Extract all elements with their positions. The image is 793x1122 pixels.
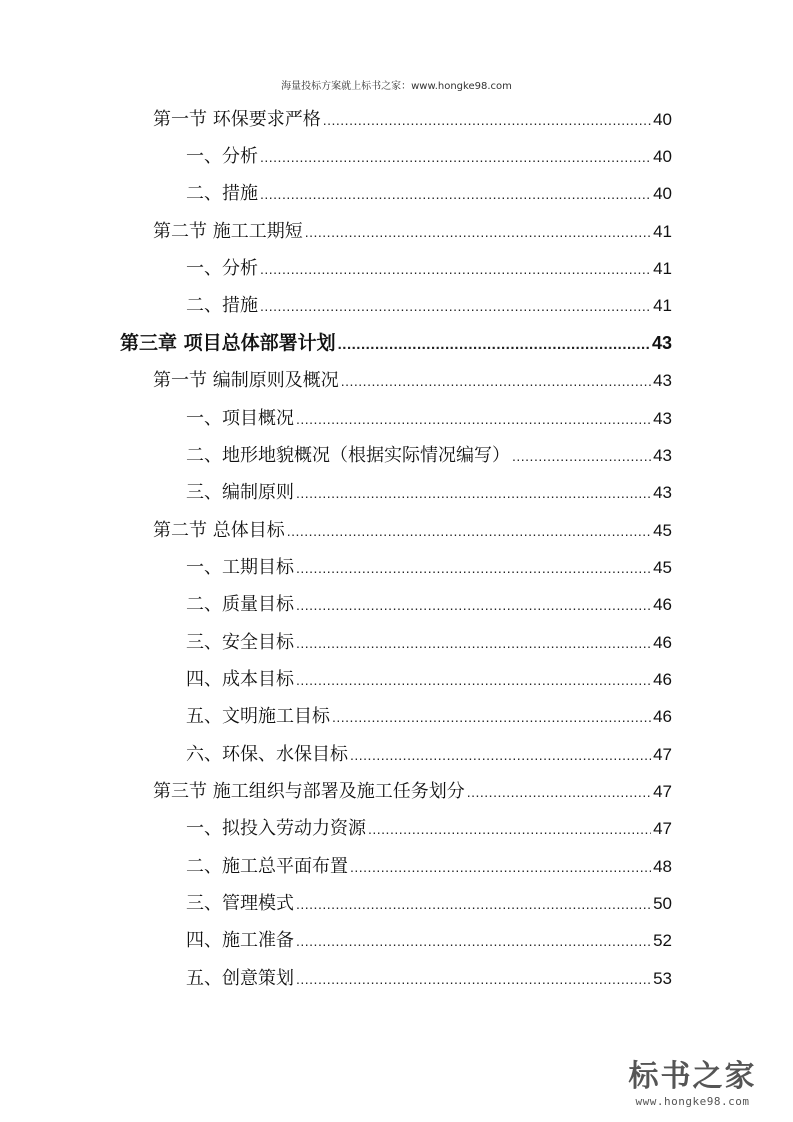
toc-leader-dots — [260, 176, 651, 213]
toc-entry-label: 第一节 环保要求严格 — [153, 109, 321, 130]
toc-leader-dots — [296, 550, 651, 587]
toc-entry[interactable] — [186, 549, 672, 586]
toc-page-number: 43 — [653, 409, 672, 428]
toc-entry-label: 二、质量目标 — [186, 594, 294, 615]
toc-entry[interactable] — [186, 661, 672, 698]
toc-page-number: 48 — [653, 857, 672, 876]
toc-entry-label: 三、安全目标 — [186, 632, 294, 653]
toc-leader-dots — [260, 139, 651, 176]
toc-leader-dots — [296, 587, 651, 624]
toc-page-number: 47 — [653, 745, 672, 764]
toc-page-number: 40 — [653, 147, 672, 166]
toc-entry-label: 五、文明施工目标 — [186, 706, 330, 727]
toc-entry-label: 四、成本目标 — [186, 669, 294, 690]
toc-entry[interactable] — [186, 437, 672, 474]
toc-entry[interactable] — [186, 138, 672, 175]
toc-leader-dots — [296, 475, 651, 512]
toc-entry[interactable] — [186, 250, 672, 287]
toc-entry-label: 一、工期目标 — [186, 557, 294, 578]
toc-page-number: 46 — [653, 707, 672, 726]
toc-entry-label: 三、编制原则 — [186, 482, 294, 503]
toc-entry[interactable] — [153, 362, 672, 399]
toc-entry-label: 二、措施 — [186, 295, 258, 316]
toc-entry[interactable] — [186, 810, 672, 847]
toc-entry[interactable] — [153, 213, 672, 250]
toc-entry[interactable] — [153, 101, 672, 138]
toc-entry[interactable] — [186, 960, 672, 997]
page-header: 海量投标方案就上标书之家：www.hongke98.com — [281, 81, 512, 92]
toc-leader-dots — [338, 326, 650, 363]
toc-leader-dots — [287, 513, 651, 550]
toc-entry[interactable] — [186, 287, 672, 324]
toc-entry-label: 第二节 总体目标 — [153, 520, 285, 541]
toc-leader-dots — [467, 774, 651, 811]
toc-entry-label: 一、分析 — [186, 146, 258, 167]
toc-entry[interactable] — [186, 400, 672, 437]
site-logo — [610, 1059, 775, 1108]
toc-leader-dots — [512, 438, 651, 475]
toc-entry[interactable] — [186, 736, 672, 773]
toc-leader-dots — [296, 401, 651, 438]
toc-entry[interactable] — [186, 885, 672, 922]
toc-leader-dots — [296, 662, 651, 699]
toc-page-number: 43 — [653, 446, 672, 465]
toc-leader-dots — [305, 214, 651, 251]
toc-entry[interactable] — [186, 175, 672, 212]
toc-page-number: 41 — [653, 222, 672, 241]
toc-page-number: 46 — [653, 633, 672, 652]
toc-leader-dots — [368, 811, 651, 848]
toc-chapter-entry[interactable] — [120, 325, 672, 362]
toc-entry-label: 五、创意策划 — [186, 968, 294, 989]
toc-leader-dots — [296, 625, 651, 662]
logo-title: 标书之家 — [628, 1059, 757, 1094]
toc-entry-label: 二、措施 — [186, 183, 258, 204]
toc-entry-label: 一、拟投入劳动力资源 — [186, 818, 366, 839]
toc-entry[interactable] — [153, 512, 672, 549]
toc-page-number: 47 — [653, 782, 672, 801]
toc-entry-label: 二、地形地貌概况（根据实际情况编写） — [186, 445, 510, 466]
toc-entry[interactable] — [186, 624, 672, 661]
toc-entry[interactable] — [153, 773, 672, 810]
toc-page-number: 53 — [653, 969, 672, 988]
toc-page-number: 40 — [653, 110, 672, 129]
toc-entry-label: 三、管理模式 — [186, 893, 294, 914]
toc-entry-label: 六、环保、水保目标 — [186, 744, 348, 765]
toc-leader-dots — [296, 886, 651, 923]
toc-page-number: 43 — [651, 333, 672, 353]
toc-page-number: 43 — [653, 483, 672, 502]
toc-page-number: 43 — [653, 371, 672, 390]
toc-leader-dots — [323, 102, 651, 139]
toc-entry-label: 第一节 编制原则及概况 — [153, 370, 339, 391]
toc-page-number: 45 — [653, 558, 672, 577]
toc-entry-label: 第三章 项目总体部署计划 — [120, 332, 336, 354]
toc-entry-label: 四、施工准备 — [186, 930, 294, 951]
toc-page-number: 50 — [653, 894, 672, 913]
toc-entry[interactable] — [186, 474, 672, 511]
toc-entry[interactable] — [186, 586, 672, 623]
toc-entry[interactable] — [186, 848, 672, 885]
toc-leader-dots — [296, 961, 651, 998]
toc-page-number: 41 — [653, 296, 672, 315]
toc-leader-dots — [296, 923, 651, 960]
toc-entry-label: 第二节 施工工期短 — [153, 221, 303, 242]
toc-entry-label: 一、项目概况 — [186, 408, 294, 429]
toc-entry[interactable] — [186, 698, 672, 735]
toc-leader-dots — [341, 363, 651, 400]
toc-leader-dots — [350, 849, 651, 886]
logo-url: www.hongke98.com — [635, 1095, 750, 1108]
toc-entry-label: 第三节 施工组织与部署及施工任务划分 — [153, 781, 465, 802]
toc-page-number: 47 — [653, 819, 672, 838]
toc-entry-label: 一、分析 — [186, 258, 258, 279]
toc-entry[interactable] — [186, 922, 672, 959]
toc-entry-label: 二、施工总平面布置 — [186, 856, 348, 877]
toc-page-number: 41 — [653, 259, 672, 278]
toc-leader-dots — [260, 251, 651, 288]
toc-page-number: 45 — [653, 521, 672, 540]
toc-page-number: 46 — [653, 670, 672, 689]
toc-page-number: 40 — [653, 184, 672, 203]
toc-page-number: 52 — [653, 931, 672, 950]
toc-leader-dots — [332, 699, 651, 736]
toc-leader-dots — [260, 288, 651, 325]
toc-page-number: 46 — [653, 595, 672, 614]
toc-leader-dots — [350, 737, 651, 774]
